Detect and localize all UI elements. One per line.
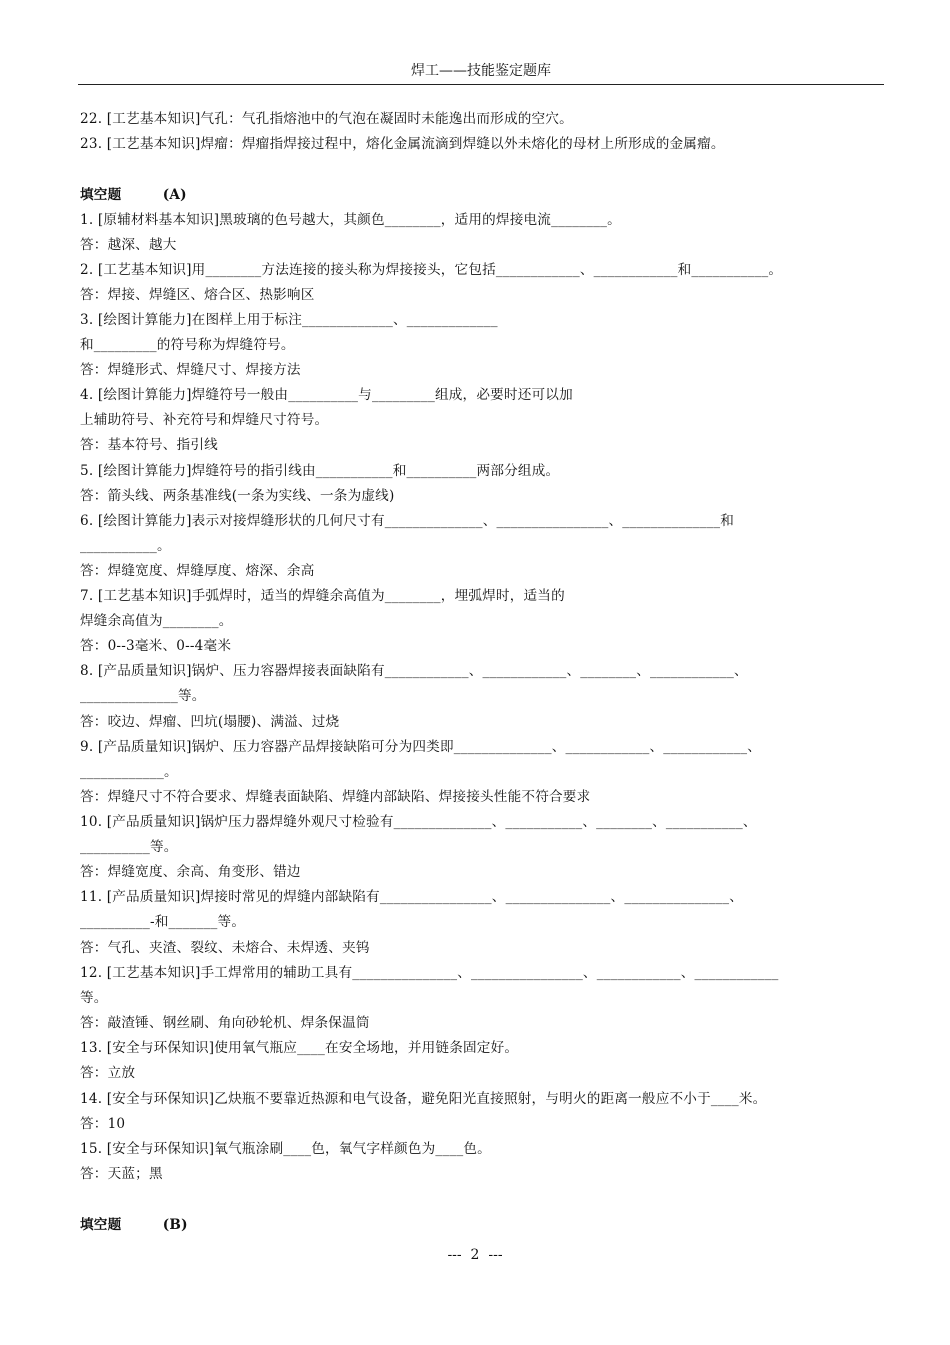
answer-line: 答：焊缝形式、焊缝尺寸、焊接方法	[80, 362, 301, 378]
answer-line: 答：焊接、焊缝区、熔合区、热影响区	[80, 287, 315, 303]
question-line: __________等。	[80, 839, 178, 855]
question-line: 15. [安全与环保知识]氧气瓶涂刷____色，氧气字样颜色为____色。	[80, 1141, 491, 1157]
text-line: 22. [工艺基本知识]气孔：气孔指熔池中的气泡在凝固时未能逸出而形成的空穴。	[80, 111, 573, 127]
page-number: --- 2 ---	[447, 1247, 503, 1263]
question-line: 上辅助符号、补充符号和焊缝尺寸符号。	[80, 412, 329, 428]
header-divider	[78, 84, 884, 85]
question-line: 等。	[80, 990, 108, 1006]
question-line: 6. [绘图计算能力]表示对接焊缝形状的几何尺寸有______________、________________、______________和	[80, 513, 735, 529]
question-line: 和_________的符号称为焊缝符号。	[80, 337, 295, 353]
question-line: 1. [原辅材料基本知识]黑玻璃的色号越大，其颜色________，适用的焊接电流________。	[80, 212, 621, 228]
question-line: 5. [绘图计算能力]焊缝符号的指引线由___________和__________两部分组成。	[80, 463, 560, 479]
answer-line: 答：箭头线、两条基准线(一条为实线、一条为虚线)	[80, 488, 395, 504]
answer-line: 答：0--3毫米、0--4毫米	[80, 638, 232, 654]
question-line: ___________。	[80, 538, 171, 554]
question-line: 焊缝余高值为________。	[80, 613, 233, 629]
question-line: 10. [产品质量知识]锅炉压力器焊缝外观尺寸检验有______________、___________、________、___________、	[80, 814, 757, 830]
section-heading: 填空题 (A)	[80, 187, 187, 203]
question-line: ____________。	[80, 764, 178, 780]
answer-line: 答：敲渣锤、钢丝刷、角向砂轮机、焊条保温筒	[80, 1015, 370, 1031]
question-line: 12. [工艺基本知识]手工焊常用的辅助工具有_______________、________________、____________、____________	[80, 965, 779, 981]
answer-line: 答：焊缝宽度、余高、角变形、错边	[80, 864, 301, 880]
question-line: 8. [产品质量知识]锅炉、压力容器焊接表面缺陷有____________、____________、________、____________、	[80, 663, 748, 679]
section-heading: 填空题 (B)	[80, 1217, 188, 1233]
question-line: 14. [安全与环保知识]乙炔瓶不要靠近热源和电气设备，避免阳光直接照射，与明火的距离一般应不小于____米。	[80, 1091, 767, 1107]
text-line: 23. [工艺基本知识]焊瘤：焊瘤指焊接过程中，熔化金属流滴到焊缝以外未熔化的母材上所形成的金属瘤。	[80, 136, 725, 152]
question-line: ______________等。	[80, 688, 206, 704]
answer-line: 答：天蓝；黑	[80, 1166, 163, 1182]
question-line: 9. [产品质量知识]锅炉、压力容器产品焊接缺陷可分为四类即______________、____________、____________、	[80, 739, 762, 755]
answer-line: 答：焊缝尺寸不符合要求、焊缝表面缺陷、焊缝内部缺陷、焊接接头性能不符合要求	[80, 789, 591, 805]
answer-line: 答：咬边、焊瘤、凹坑(塌腰)、满溢、过烧	[80, 714, 340, 730]
answer-line: 答：气孔、夹渣、裂纹、未熔合、未焊透、夹钨	[80, 940, 370, 956]
answer-line: 答：10	[80, 1116, 126, 1132]
answer-line: 答：基本符号、指引线	[80, 437, 218, 453]
question-line: __________-和_______等。	[80, 914, 246, 930]
question-line: 7. [工艺基本知识]手弧焊时，适当的焊缝余高值为________，埋弧焊时，适当的	[80, 588, 565, 604]
question-line: 11. [产品质量知识]焊接时常见的焊缝内部缺陷有________________、_______________、_______________、	[80, 889, 744, 905]
page-header: 焊工——技能鉴定题库	[411, 63, 551, 79]
answer-line: 答：焊缝宽度、焊缝厚度、熔深、余高	[80, 563, 315, 579]
question-line: 3. [绘图计算能力]在图样上用于标注_____________、_____________	[80, 312, 498, 328]
answer-line: 答：立放	[80, 1065, 136, 1081]
answer-line: 答：越深、越大	[80, 237, 177, 253]
question-line: 2. [工艺基本知识]用________方法连接的接头称为焊接接头，它包括____________、____________和___________。	[80, 262, 783, 278]
question-line: 13. [安全与环保知识]使用氧气瓶应____在安全场地，并用链条固定好。	[80, 1040, 519, 1056]
question-line: 4. [绘图计算能力]焊缝符号一般由__________与_________组成，必要时还可以加	[80, 387, 573, 403]
